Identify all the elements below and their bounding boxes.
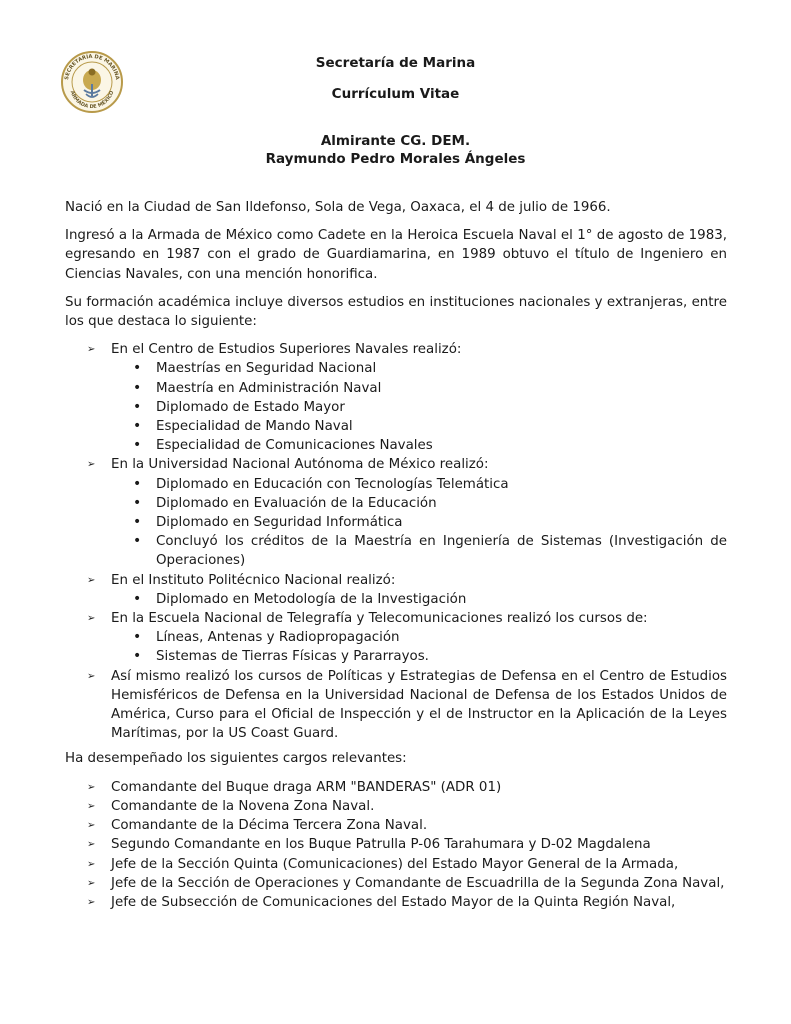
education-subitem: • Diplomado de Estado Mayor — [65, 398, 727, 417]
position-item — [65, 816, 727, 835]
education-item-text: En el Centro de Estudios Superiores Navales realizó: — [111, 342, 462, 358]
education-subitem: • Maestría en Administración Naval — [65, 379, 727, 398]
position-item — [65, 855, 727, 874]
education-subitem: • Líneas, Antenas y Radiopropagación — [65, 628, 727, 647]
education-list — [65, 340, 727, 743]
arrow-bullet-icon: ➢ — [87, 574, 96, 586]
position-item-text: Comandante de la Novena Zona Naval. — [111, 798, 375, 814]
education-item — [65, 455, 727, 570]
education-item — [65, 340, 727, 455]
cv-body — [65, 198, 727, 912]
document-title: Currículum Vitae — [331, 86, 460, 102]
seal-text-top: SECRETARÍA DE MARINA — [64, 53, 120, 81]
education-intro: Su formación académica incluye diversos estudios en instituciones nacionales y extranjeras, entre los que destaca lo siguiente: — [65, 294, 727, 330]
education-item-text: En la Universidad Nacional Autónoma de México realizó: — [111, 457, 489, 473]
person-name: Raymundo Pedro Morales Ángeles — [265, 151, 526, 167]
education-subitem: • Especialidad de Mando Naval — [65, 417, 727, 436]
education-subitems — [111, 475, 727, 571]
education-subitem: • Diplomado en Educación con Tecnologías Telemática — [65, 475, 727, 494]
entry-paragraph: Ingresó a la Armada de México como Cadete en la Heroica Escuela Naval el 1° de agosto de 1983, egresando en 1987 con el grado de Guardiamarina, en 1989 obtuvo el título de Ingeniero en Ciencias Navales, con una mención honorifica. — [65, 228, 727, 282]
education-subitem: • Concluyó los créditos de la Maestría en Ingeniería de Sistemas (Investigación de Operaciones) — [65, 532, 727, 570]
education-subitems — [111, 628, 727, 666]
education-item-text: En el Instituto Politécnico Nacional realizó: — [111, 572, 396, 588]
arrow-bullet-icon: ➢ — [87, 877, 96, 889]
position-item — [65, 797, 727, 816]
arrow-bullet-icon: ➢ — [87, 896, 96, 908]
position-item — [65, 778, 727, 797]
arrow-bullet-icon: ➢ — [87, 800, 96, 812]
arrow-bullet-icon: ➢ — [87, 613, 96, 625]
position-item-text: Segundo Comandante en los Buque Patrulla P-06 Tarahumara y D-02 Magdalena — [111, 837, 651, 853]
position-item-text: Comandante de la Décima Tercera Zona Naval. — [111, 818, 428, 834]
education-subitem: • Maestrías en Seguridad Nacional — [65, 359, 727, 378]
arrow-bullet-icon: ➢ — [87, 670, 96, 682]
education-subitem: • Sistemas de Tierras Físicas y Pararrayos. — [65, 647, 727, 666]
arrow-bullet-icon: ➢ — [87, 839, 96, 851]
position-item-text: Jefe de la Sección de Operaciones y Comandante de Escuadrilla de la Segunda Zona Naval, — [111, 875, 725, 891]
education-subitems — [111, 359, 727, 455]
position-item — [65, 835, 727, 854]
seal-text-bottom: ARMADA DE MÉXICO — [68, 90, 116, 111]
education-item — [65, 609, 727, 667]
education-item-text: En la Escuela Nacional de Telegrafía y Telecomunicaciones realizó los cursos de: — [111, 611, 648, 627]
position-item-text: Jefe de la Sección Quinta (Comunicaciones) del Estado Mayor General de la Armada, — [111, 856, 679, 872]
education-item — [65, 667, 727, 744]
education-subitem: • Diplomado en Seguridad Informática — [65, 513, 727, 532]
position-item — [65, 893, 727, 912]
education-subitems — [111, 590, 727, 609]
position-item — [65, 874, 727, 893]
education-subitem: • Diplomado en Metodología de la Investigación — [65, 590, 727, 609]
birth-paragraph: Nació en la Ciudad de San Ildefonso, Sola de Vega, Oaxaca, el 4 de julio de 1966. — [65, 200, 611, 215]
education-subitem: • Diplomado en Evaluación de la Educación — [65, 494, 727, 513]
arrow-bullet-icon: ➢ — [87, 459, 96, 471]
position-item-text: Jefe de Subsección de Comunicaciones del Estado Mayor de la Quinta Región Naval, — [111, 894, 676, 910]
education-item-text: Así mismo realizó los cursos de Políticas y Estrategias de Defensa en el Centro de Estudios Hemisféricos de Defensa en la Universidad Nacional de Defensa de los Estados Unidos de América, Curso para el Oficial de Inspección y el de Instructor en la Aplicación de la Leyes Marítimas, por la US Coast Guard. — [111, 668, 727, 742]
arrow-bullet-icon: ➢ — [87, 858, 96, 870]
arrow-bullet-icon: ➢ — [87, 344, 96, 356]
positions-intro: Ha desempeñado los siguientes cargos relevantes: — [65, 751, 407, 767]
education-subitem: • Especialidad de Comunicaciones Navales — [65, 436, 727, 455]
position-item-text: Comandante del Buque draga ARM "BANDERAS" (ADR 01) — [111, 779, 502, 795]
arrow-bullet-icon: ➢ — [87, 820, 96, 832]
arrow-bullet-icon: ➢ — [87, 781, 96, 793]
person-rank: Almirante CG. DEM. — [320, 133, 471, 149]
education-item — [65, 571, 727, 609]
positions-list — [65, 778, 727, 912]
institution-title: Secretaría de Marina — [315, 55, 476, 71]
